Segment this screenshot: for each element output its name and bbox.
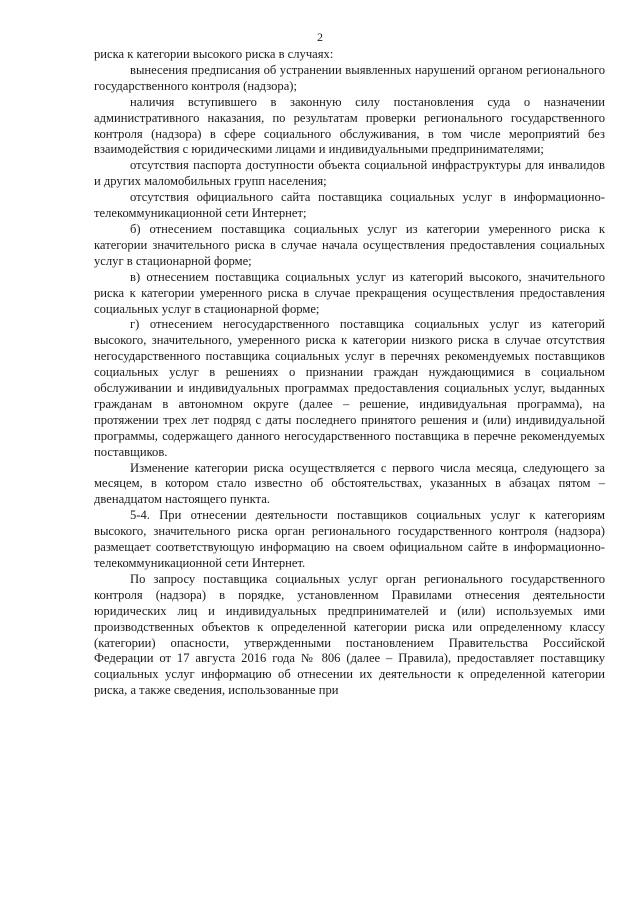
paragraph-item-g: г) отнесением негосударственного поставщика социальных услуг из категорий высокого, значительного, умеренного риска к категории низкого риска в случае отсутствия негосударственного поставщика социальных услуг в перечнях рекомендуемых поставщиков социальных услуг в решениях о признании граждан нуждающимися в социальном обслуживании и индивидуальных программах предоставления социальных услуг, выданных гражданам в автономном округе (далее – решение, индивидуальная программа), на протяжении трех лет подряд с даты последнего принятого решения и (или) индивидуальной программы, содержащего данного негосударственного поставщика в перечне рекомендуемых поставщиков. [94,317,605,459]
paragraph-clause-5-4: 5-4. При отнесении деятельности поставщиков социальных услуг к категориям высокого, значительного риска орган регионального государственного контроля (надзора) размещает соответствующую информацию на своем официальном сайте в информационно-телекоммуникационной сети Интернет. [94,508,605,570]
paragraph-item-b: б) отнесением поставщика социальных услуг из категории умеренного риска к категории значительного риска в случае начала осуществления предоставления социальных услуг в стационарной форме; [94,221,605,268]
paragraph-court-decision: наличия вступившего в законную силу постановления суда о назначении административного наказания, по результатам проверки регионального государственного контроля (надзора) в сфере социального обслуживания, в том числе мероприятий без взаимодействия с юридическими лицами и индивидуальными предпринимателями; [94,94,605,157]
document-body [94,47,605,699]
paragraph-upon-request: По запросу поставщика социальных услуг орган регионального государственного контроля (надзора) в порядке, установленном Правилами отнесения деятельности юридических лиц и индивидуальных предпринимателей и (или) используемых ими производственных объектов к определенной категории риска или определенному классу (категории) опасности, утвержденными постановлением Правительства Российской Федерации от 17 августа 2016 года № 806 (далее – Правила), предоставляет поставщику социальных услуг информацию об отнесении их деятельности к определенной категории риска, а также сведения, использованные при [94,571,605,698]
paragraph-prescription: вынесения предписания об устранении выявленных нарушений органом регионального государственного контроля (надзора); [94,62,605,93]
page-number: 2 [317,30,323,44]
paragraph-item-v: в) отнесением поставщика социальных услуг из категорий высокого, значительного риска к категории умеренного риска в случае прекращения осуществления предоставления социальных услуг в стационарной форме; [94,269,605,316]
paragraph-accessibility-passport: отсутствия паспорта доступности объекта социальной инфраструктуры для инвалидов и других маломобильных групп населения; [94,158,605,189]
paragraph-risk-change: Изменение категории риска осуществляется с первого числа месяца, следующего за месяцем, в котором стало известно об обстоятельствах, указанных в абзацах пятом – двенадцатом настоящего пункта. [94,460,605,507]
paragraph-official-site: отсутствия официального сайта поставщика социальных услуг в информационно-телекоммуникационной сети Интернет; [94,190,605,221]
paragraph-continuation: риска к категории высокого риска в случаях: [94,47,334,61]
